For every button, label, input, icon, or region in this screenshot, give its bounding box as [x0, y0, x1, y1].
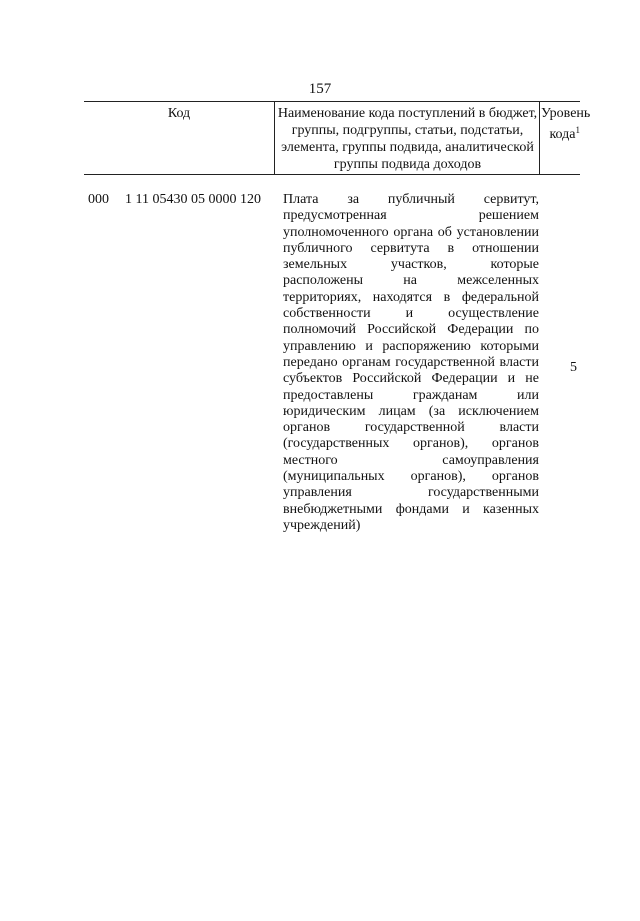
- row-kbk-code: 1 11 05430 05 0000 120: [125, 192, 261, 207]
- row-admin-code: 000: [88, 192, 109, 207]
- header-level-footnote: 1: [575, 125, 580, 135]
- table-header: [84, 101, 591, 175]
- header-level: [541, 102, 591, 174]
- header-code: Код: [84, 102, 275, 174]
- page-number: 157: [308, 81, 332, 97]
- header-name: Наименование кода поступлений в бюджет, группы, подгруппы, статьи, подстатьи, элемента, группы подвида, аналитической группы подвида доходов: [276, 102, 540, 174]
- row-description: Плата за публичный сервитут, предусмотренная решением уполномоченного органа об установлении публичного сервитута в отношении земельных участков, которые расположены на межселенных территориях, находятся в федеральной собственности и осуществление полномочий Российской Федерации по управлению и распоряжению которыми передано органам государственной власти субъектов Российской Федерации и не предоставлены гражданам или юридическим лицам (за исключением органов государственной власти (государственных органов), органов местного самоуправления (муниципальных органов), органов управления государственными внебюджетными фондами и казенных учреждений): [283, 192, 539, 533]
- header-level-label: Уровень кода: [541, 106, 591, 142]
- row-level: 5: [570, 360, 577, 375]
